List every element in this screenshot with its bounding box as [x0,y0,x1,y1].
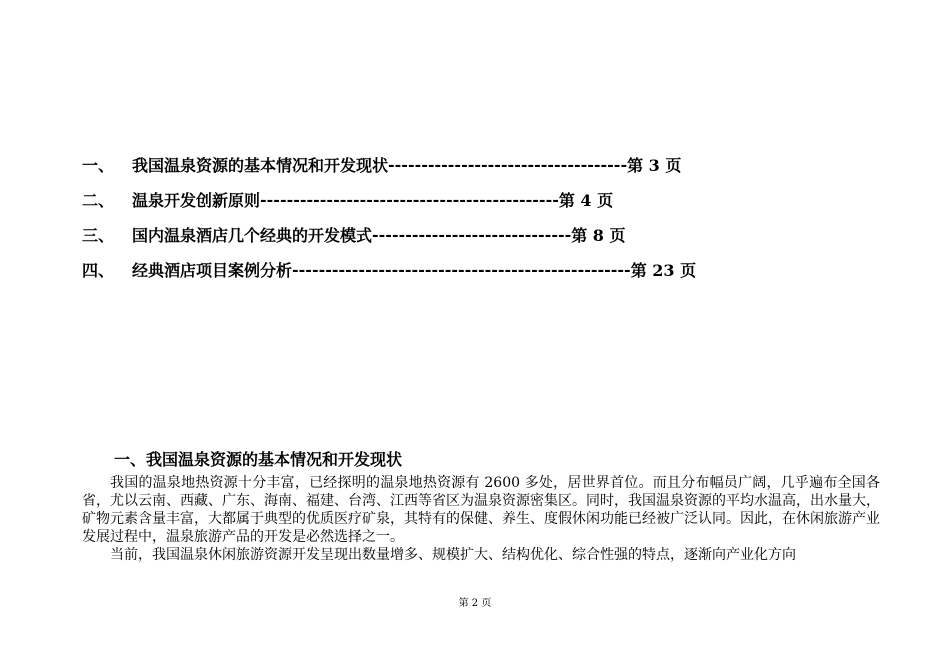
toc-entry-page: 第 23 页 [630,261,697,280]
toc-entry [82,217,902,252]
toc-entry-title: 我国温泉资源的基本情况和开发现状 [132,156,389,175]
toc-entry-number: 二、 [82,191,115,210]
table-of-contents [82,147,902,287]
toc-entry-leader: --------------------------------------------- [260,190,559,209]
toc-entry [82,147,902,182]
toc-entry-number: 三、 [82,226,115,245]
toc-entry-page: 第 4 页 [558,191,614,210]
toc-entry-number: 四、 [82,261,115,280]
toc-entry-title: 国内温泉酒店几个经典的开发模式 [132,226,373,245]
toc-entry [82,252,902,287]
toc-entry-title: 经典酒店项目案例分析 [132,261,293,280]
section-one [82,448,880,564]
toc-entry-leader: ------------------------------ [372,225,572,244]
page-footer: 第 2 页 [458,598,492,609]
toc-entry-title: 温泉开发创新原则 [132,191,261,210]
toc-entry-leader: --------------------------------------------------- [292,260,631,279]
toc-entry-leader: ------------------------------------ [388,155,628,174]
toc-entry [82,182,902,217]
toc-entry-number: 一、 [82,156,115,175]
toc-entry-page: 第 3 页 [627,156,682,175]
section-heading: 一、我国温泉资源的基本情况和开发现状 [114,450,403,469]
body-paragraph: 当前，我国温泉休闲旅游资源开发呈现出数量增多、规模扩大、结构优化、综合性强的特点，逐渐向产业化方向 [110,547,796,563]
toc-entry-page: 第 8 页 [571,226,626,245]
body-paragraph: 我国的温泉地热资源十分丰富，已经探明的温泉地热资源有 2600 多处，居世界首位。而且分布幅员广阔，几乎遍布全国各省，尤以云南、西藏、广东、海南、福建、台湾、江西等省区为温泉资源密集区。同时，我国温泉资源的平均水温高，出水量大，矿物元素含量丰富，大都属于典型的优质医疗矿泉，其特有的保健、养生、度假休闲功能已经被广泛认同。因此，在休闲旅游产业发展过程中，温泉旅游产品的开发是必然选择之一。 [82,475,880,545]
